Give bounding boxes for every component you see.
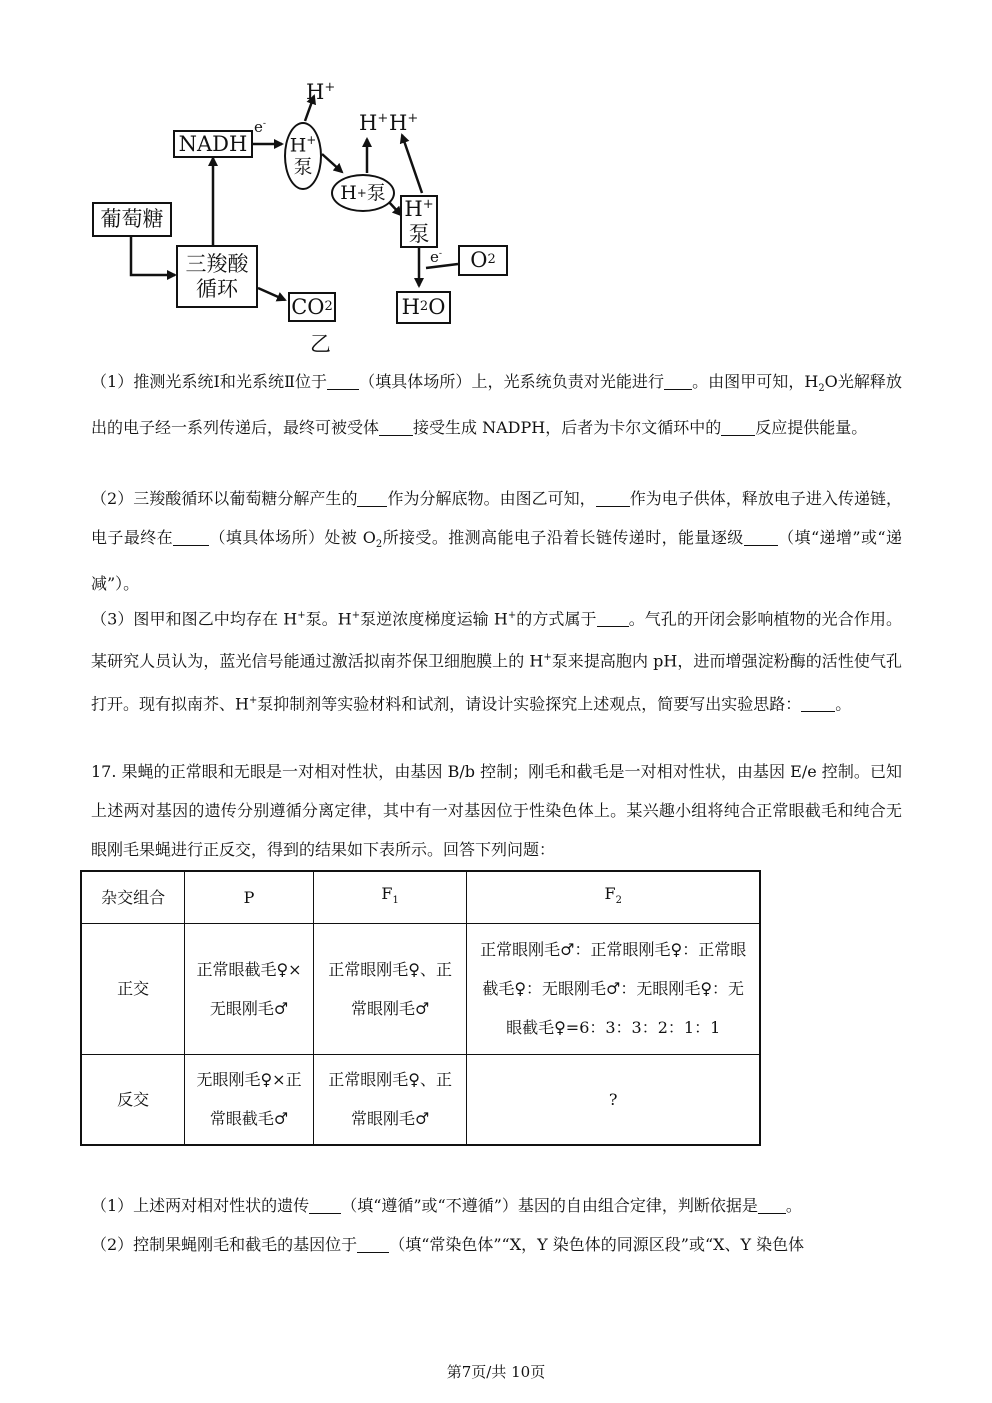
arrow-pump3-h — [402, 135, 422, 193]
blank[interactable] — [597, 610, 629, 627]
blank[interactable] — [596, 490, 630, 507]
tca-cycle-box: 三羧酸 循环 — [176, 245, 258, 308]
q16-part3: （3）图甲和图乙中均存在 H+泵。H+泵逆浓度梯度运输 H+的方式属于 。气孔的开闭会影响植物的光合作用。某研究人员认为，蓝光信号能通过激活拟南芥保卫细胞膜上的 H+泵来提高胞内 pH，进而增强淀粉酶的活性使气孔打开。现有拟南芥、H+泵抑制剂等实验材料和试剂，请设计实验探究上述观点，简要写出实验思路： 。 — [91, 609, 902, 713]
respiration-diagram — [80, 78, 520, 363]
cell-f2: 正常眼刚毛♂：正常眼刚毛♀：正常眼截毛♀：无眼刚毛♂：无眼刚毛♀：无眼截毛♀=6：3：3：2：1：1 — [467, 923, 760, 1054]
blank[interactable] — [357, 1236, 389, 1253]
page-footer: 第7页/共 10页 — [446, 1363, 546, 1381]
blank[interactable] — [357, 490, 387, 507]
header-f1: $F_1$ — [313, 871, 467, 923]
header-f2: $F_2$ — [467, 871, 760, 923]
arrow-glucose-tca — [131, 236, 175, 275]
arrow-pump1-pump2 — [322, 154, 342, 172]
cell-group: 正交 — [81, 923, 185, 1054]
q17-part2: （2）控制果蝇刚毛和截毛的基因位于 （填“常染色体”“X，Y 染色体的同源区段”或“X、Y 染色体 — [91, 1235, 805, 1254]
cell-p: 正常眼截毛♀×无眼刚毛♂ — [185, 923, 314, 1054]
blank[interactable] — [309, 1197, 341, 1214]
glucose-box: 葡萄糖 — [92, 202, 172, 237]
q16-part2: （2）三羧酸循环以葡萄糖分解产生的 作为分解底物。由图乙可知， 作为电子供体，释放电子进入传递链，电子最终在 （填具体场所）处被 $O_2$所接受。推测高能电子沿着长链传递时，能量逐级 （填“递增”或“递减”）。 — [91, 489, 902, 594]
cross-result-table — [80, 870, 761, 1146]
cell-f1: 正常眼刚毛♀、正常眼刚毛♂ — [313, 923, 467, 1054]
header-p: P — [185, 871, 314, 923]
blank[interactable] — [327, 373, 359, 390]
blank[interactable] — [801, 695, 835, 712]
cell-p: 无眼刚毛♀×正常眼截毛♂ — [185, 1054, 314, 1145]
h-plus-label-1: H+ — [359, 111, 389, 135]
q17-intro: 17. 果蝇的正常眼和无眼是一对相对性状，由基因 B/b 控制；刚毛和截毛是一对相对性状，由基因 E/e 控制。已知上述两对基因的遗传分别遵循分离定律，其中有一对基因位于性染色体上。某兴趣小组将纯合正常眼截毛和纯合无眼刚毛果蝇进行正反交，得到的结果如下表所示。回答下列问题： — [91, 762, 902, 859]
h2o-box: H 2 O — [396, 291, 451, 324]
table-row — [81, 1054, 760, 1145]
arrow-tca-co2 — [258, 288, 285, 300]
table-row — [81, 923, 760, 1054]
nadh-box: NADH — [173, 130, 253, 158]
co2-box: CO 2 — [288, 292, 336, 322]
panel-label: 乙 — [310, 332, 331, 356]
blank[interactable] — [758, 1197, 786, 1214]
blank[interactable] — [664, 373, 692, 390]
blank[interactable] — [744, 529, 778, 546]
header-cross-group: 杂交组合 — [81, 871, 185, 923]
h-pump-ellipse-2: H + 泵 — [331, 174, 395, 212]
h-pump-ellipse-1: H+ 泵 — [284, 122, 322, 190]
cell-f1: 正常眼刚毛♀、正常眼刚毛♂ — [313, 1054, 467, 1145]
cell-f2: ? — [467, 1054, 760, 1145]
blank[interactable] — [721, 419, 755, 436]
h-plus-label-2: H+ — [389, 111, 419, 135]
o2-box: O 2 — [458, 245, 508, 276]
blank[interactable] — [379, 419, 413, 436]
q16-part1: （1）推测光系统Ⅰ和光系统Ⅱ位于 （填具体场所）上，光系统负责对光能进行 。由图甲可知，$H_2O$光解释放出的电子经一系列传递后，最终可被受体 接受生成 NADPH，后者为卡尔文循环中的 反应提供能量。 — [91, 372, 902, 438]
table-header-row — [81, 871, 760, 923]
h-plus-label-top: H+ — [306, 80, 336, 104]
cell-group: 反交 — [81, 1054, 185, 1145]
q17-part1: （1）上述两对相对性状的遗传 （填“遵循”或“不遵循”）基因的自由组合定律，判断依据是 。 — [91, 1196, 802, 1215]
electron-label-2: e- — [430, 248, 443, 266]
electron-label-1: e- — [254, 118, 267, 136]
h-pump-box-3: H+ 泵 — [400, 195, 438, 248]
blank[interactable] — [173, 529, 209, 546]
